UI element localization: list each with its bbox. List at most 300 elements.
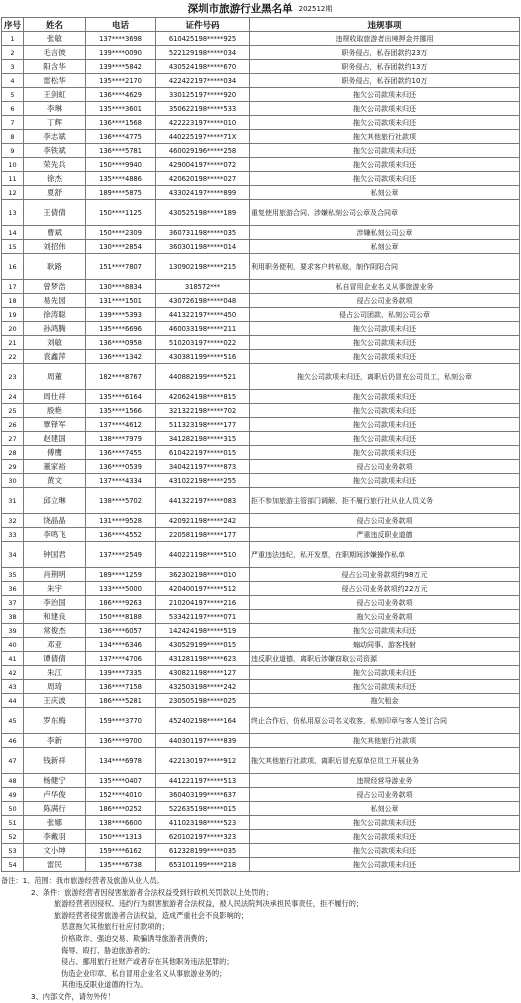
row-number: 44 bbox=[2, 694, 24, 708]
row-number: 33 bbox=[2, 528, 24, 542]
row-phone: 139****7335 bbox=[86, 666, 156, 680]
row-name: 刘敏 bbox=[24, 336, 86, 350]
row-violation: 私自冒用企业名义从事旅游业务 bbox=[250, 280, 520, 294]
row-violation: 拖欠公司款项未归还 bbox=[250, 830, 520, 844]
table-row bbox=[2, 694, 520, 708]
row-name: 李铁斌 bbox=[24, 144, 86, 158]
table-row bbox=[2, 432, 520, 446]
row-id-number: 422422197*****034 bbox=[156, 74, 250, 88]
row-number: 47 bbox=[2, 748, 24, 774]
row-phone: 136****4552 bbox=[86, 528, 156, 542]
row-number: 25 bbox=[2, 404, 24, 418]
row-phone: 152****4010 bbox=[86, 788, 156, 802]
row-number: 21 bbox=[2, 336, 24, 350]
row-phone: 136****5781 bbox=[86, 144, 156, 158]
row-name: 袁鑫萍 bbox=[24, 350, 86, 364]
row-violation: 利用职务便利，要求客户转私账，制作阴阳合同 bbox=[250, 254, 520, 280]
row-violation: 拖欠其他旅行社款项、离职后冒充原单位员工开展业务 bbox=[250, 748, 520, 774]
row-name: 罗东梅 bbox=[24, 708, 86, 734]
table-row bbox=[2, 528, 520, 542]
row-number: 46 bbox=[2, 734, 24, 748]
row-id-number: 612328199*****035 bbox=[156, 844, 250, 858]
row-id-number: 430726198*****048 bbox=[156, 294, 250, 308]
row-violation: 侵占公司业务款项 bbox=[250, 596, 520, 610]
row-name: 徐杰 bbox=[24, 172, 86, 186]
note-internal: 3、内部文件，请勿外传！ bbox=[31, 991, 115, 1001]
row-number: 41 bbox=[2, 652, 24, 666]
row-phone: 139****0090 bbox=[86, 46, 156, 60]
header-phone: 电话 bbox=[86, 18, 156, 32]
row-name: 张敏 bbox=[24, 32, 86, 46]
table-row bbox=[2, 200, 520, 226]
table-row bbox=[2, 280, 520, 294]
row-name: 邓亚 bbox=[24, 638, 86, 652]
row-name: 陈满行 bbox=[24, 802, 86, 816]
table-row bbox=[2, 32, 520, 46]
row-id-number: 340421197*****873 bbox=[156, 460, 250, 474]
row-phone: 135****4886 bbox=[86, 172, 156, 186]
row-number: 30 bbox=[2, 474, 24, 488]
row-number: 10 bbox=[2, 158, 24, 172]
table-row bbox=[2, 116, 520, 130]
row-phone: 182****8767 bbox=[86, 364, 156, 390]
table-row bbox=[2, 446, 520, 460]
header-violation: 违规事项 bbox=[250, 18, 520, 32]
row-violation: 拖欠公司款项未归还 bbox=[250, 432, 520, 446]
row-name: 王庆波 bbox=[24, 694, 86, 708]
row-name: 和建良 bbox=[24, 610, 86, 624]
note-condition-6: 侮辱、殴打、胁迫旅游者的； bbox=[61, 945, 155, 955]
document-title-row bbox=[1, 0, 519, 17]
row-number: 9 bbox=[2, 144, 24, 158]
row-number: 14 bbox=[2, 226, 24, 240]
row-violation: 拖欠公司款项未归还 bbox=[250, 144, 520, 158]
table-row bbox=[2, 88, 520, 102]
row-violation: 侵占公司业务款项约98万元 bbox=[250, 568, 520, 582]
row-phone: 150****8188 bbox=[86, 610, 156, 624]
row-number: 7 bbox=[2, 116, 24, 130]
row-number: 45 bbox=[2, 708, 24, 734]
row-name: 赵建国 bbox=[24, 432, 86, 446]
table-row bbox=[2, 60, 520, 74]
row-id-number: 430529199*****015 bbox=[156, 638, 250, 652]
table-row bbox=[2, 364, 520, 390]
row-violation: 拖欠公司款项未归还 bbox=[250, 102, 520, 116]
row-violation: 拖欠公司款项未归还 bbox=[250, 158, 520, 172]
row-phone: 186****9263 bbox=[86, 596, 156, 610]
row-name: 饶晶晶 bbox=[24, 514, 86, 528]
table-row bbox=[2, 74, 520, 88]
row-number: 20 bbox=[2, 322, 24, 336]
note-condition-7: 侵占、挪用旅行社财产或者存在其他职务违法犯罪的； bbox=[61, 957, 234, 967]
row-number: 48 bbox=[2, 774, 24, 788]
row-name: 董家裕 bbox=[24, 460, 86, 474]
table-row bbox=[2, 172, 520, 186]
row-number: 6 bbox=[2, 102, 24, 116]
row-id-number: 420624198*****815 bbox=[156, 390, 250, 404]
row-id-number: 510203197*****022 bbox=[156, 336, 250, 350]
table-row bbox=[2, 680, 520, 694]
row-name: 周董 bbox=[24, 364, 86, 390]
row-phone: 136****7455 bbox=[86, 446, 156, 460]
row-phone: 134****6978 bbox=[86, 748, 156, 774]
row-id-number: 142424198*****519 bbox=[156, 624, 250, 638]
row-number: 5 bbox=[2, 88, 24, 102]
row-number: 13 bbox=[2, 200, 24, 226]
table-row bbox=[2, 652, 520, 666]
row-violation: 侵占公司业务款项 bbox=[250, 294, 520, 308]
row-number: 4 bbox=[2, 74, 24, 88]
row-number: 22 bbox=[2, 350, 24, 364]
table-body bbox=[2, 32, 520, 872]
row-phone: 136****1342 bbox=[86, 350, 156, 364]
row-phone: 136****7158 bbox=[86, 680, 156, 694]
row-violation: 侵占公司业务款项 bbox=[250, 514, 520, 528]
table-row bbox=[2, 666, 520, 680]
table-row bbox=[2, 294, 520, 308]
table-row bbox=[2, 474, 520, 488]
row-name: 文小坤 bbox=[24, 844, 86, 858]
row-number: 2 bbox=[2, 46, 24, 60]
table-row bbox=[2, 102, 520, 116]
row-id-number: 341282198*****315 bbox=[156, 432, 250, 446]
blacklist-table bbox=[1, 17, 520, 872]
row-id-number: 440225197*****71X bbox=[156, 130, 250, 144]
row-number: 42 bbox=[2, 666, 24, 680]
row-number: 31 bbox=[2, 488, 24, 514]
row-id-number: 440301197*****839 bbox=[156, 734, 250, 748]
row-phone: 135****6738 bbox=[86, 858, 156, 872]
row-id-number: 130902198*****215 bbox=[156, 254, 250, 280]
row-name: 李治国 bbox=[24, 596, 86, 610]
row-violation: 严重违反职业道德 bbox=[250, 528, 520, 542]
row-number: 36 bbox=[2, 582, 24, 596]
row-violation: 职务侵占，私吞团款约10万 bbox=[250, 74, 520, 88]
row-phone: 135****6164 bbox=[86, 390, 156, 404]
row-phone: 139****5842 bbox=[86, 60, 156, 74]
row-id-number: 362302198*****010 bbox=[156, 568, 250, 582]
table-row bbox=[2, 568, 520, 582]
row-number: 15 bbox=[2, 240, 24, 254]
row-name: 张娜 bbox=[24, 816, 86, 830]
row-phone: 136****4775 bbox=[86, 130, 156, 144]
row-id-number: 321322198*****702 bbox=[156, 404, 250, 418]
table-row bbox=[2, 336, 520, 350]
row-violation: 拖欠公司业务款项 bbox=[250, 610, 520, 624]
blacklist-document bbox=[1, 0, 519, 1003]
table-row bbox=[2, 418, 520, 432]
row-phone: 139****5393 bbox=[86, 308, 156, 322]
row-phone: 134****6346 bbox=[86, 638, 156, 652]
row-id-number: 430381199*****516 bbox=[156, 350, 250, 364]
row-phone: 186****0252 bbox=[86, 802, 156, 816]
row-name: 傅鹰 bbox=[24, 446, 86, 460]
row-phone: 131****9528 bbox=[86, 514, 156, 528]
table-row bbox=[2, 830, 520, 844]
row-name: 毛言彼 bbox=[24, 46, 86, 60]
row-name: 荣先兵 bbox=[24, 158, 86, 172]
row-id-number: 220581198*****177 bbox=[156, 528, 250, 542]
row-violation: 拖欠其他旅行社款项 bbox=[250, 734, 520, 748]
row-name: 曾梦浩 bbox=[24, 280, 86, 294]
table-row bbox=[2, 158, 520, 172]
row-number: 3 bbox=[2, 60, 24, 74]
row-phone: 138****6600 bbox=[86, 816, 156, 830]
table-row bbox=[2, 130, 520, 144]
row-name: 王剑虹 bbox=[24, 88, 86, 102]
row-violation: 拖欠公司款项未归还 bbox=[250, 624, 520, 638]
period-label: 202512期 bbox=[298, 4, 333, 13]
row-id-number: 441322197*****450 bbox=[156, 308, 250, 322]
row-phone: 135****1566 bbox=[86, 404, 156, 418]
row-violation: 煽动同事、游客栈射 bbox=[250, 638, 520, 652]
table-row bbox=[2, 582, 520, 596]
note-condition-1: 2、条件：旅游经营者因侵害旅游者合法权益受到行政机关罚款以上处罚的； bbox=[31, 887, 273, 897]
row-violation: 职务侵占，私吞团款约23万 bbox=[250, 46, 520, 60]
row-violation: 私刻公章 bbox=[250, 240, 520, 254]
document-title: 深圳市旅游行业黑名单 bbox=[187, 3, 293, 15]
row-id-number: 511323198*****177 bbox=[156, 418, 250, 432]
row-number: 27 bbox=[2, 432, 24, 446]
row-number: 37 bbox=[2, 596, 24, 610]
row-number: 24 bbox=[2, 390, 24, 404]
row-name: 阳含华 bbox=[24, 60, 86, 74]
row-violation: 拖欠公司款项未归还 bbox=[250, 418, 520, 432]
note-scope: 备注：1、范围：我市旅游经营者及旅游从业人员。 bbox=[1, 876, 164, 885]
row-id-number: 441322197*****083 bbox=[156, 488, 250, 514]
table-row bbox=[2, 322, 520, 336]
row-violation: 私刻公章 bbox=[250, 186, 520, 200]
row-violation: 拖欠公司款项未归还 bbox=[250, 116, 520, 130]
row-id-number: 610422197*****015 bbox=[156, 446, 250, 460]
table-row bbox=[2, 308, 520, 322]
row-number: 8 bbox=[2, 130, 24, 144]
note-condition-9: 其他违反职业道德的行为。 bbox=[61, 980, 148, 990]
row-violation: 侵占公司团款、私刻公司公章 bbox=[250, 308, 520, 322]
table-row bbox=[2, 774, 520, 788]
row-name: 邱立琳 bbox=[24, 488, 86, 514]
row-violation: 重复使用旅游合同、涉嫌私刻公司公章及合同章 bbox=[250, 200, 520, 226]
row-name: 王倩倩 bbox=[24, 200, 86, 226]
header-id: 证件号码 bbox=[156, 18, 250, 32]
row-id-number: 533421197*****071 bbox=[156, 610, 250, 624]
row-number: 53 bbox=[2, 844, 24, 858]
header-no: 序号 bbox=[2, 18, 24, 32]
row-phone: 137****4334 bbox=[86, 474, 156, 488]
table-row bbox=[2, 624, 520, 638]
row-violation: 严重违法违纪，私开发票，在职期间涉嫌操作私单 bbox=[250, 542, 520, 568]
row-id-number: 460029196*****258 bbox=[156, 144, 250, 158]
table-row bbox=[2, 390, 520, 404]
table-row bbox=[2, 240, 520, 254]
row-name: 雷松华 bbox=[24, 74, 86, 88]
row-violation: 终止合作后，仿私用原公司名义收客，私刻印章与客人签订合同 bbox=[250, 708, 520, 734]
row-name: 常俊杰 bbox=[24, 624, 86, 638]
row-id-number: 440221198*****510 bbox=[156, 542, 250, 568]
row-id-number: 522635198*****015 bbox=[156, 802, 250, 816]
header-name: 姓名 bbox=[24, 18, 86, 32]
table-row bbox=[2, 858, 520, 872]
row-id-number: 429004197*****072 bbox=[156, 158, 250, 172]
table-row bbox=[2, 610, 520, 624]
row-name: 朱江 bbox=[24, 666, 86, 680]
row-number: 39 bbox=[2, 624, 24, 638]
row-phone: 137****3698 bbox=[86, 32, 156, 46]
row-number: 16 bbox=[2, 254, 24, 280]
row-phone: 189****5875 bbox=[86, 186, 156, 200]
row-name: 李志斌 bbox=[24, 130, 86, 144]
row-phone: 137****4706 bbox=[86, 652, 156, 666]
row-number: 28 bbox=[2, 446, 24, 460]
row-violation: 拖欠公司款项未归还 bbox=[250, 88, 520, 102]
table-row bbox=[2, 514, 520, 528]
row-number: 26 bbox=[2, 418, 24, 432]
row-name: 肖荆明 bbox=[24, 568, 86, 582]
row-phone: 133****5000 bbox=[86, 582, 156, 596]
row-name: 周琦 bbox=[24, 680, 86, 694]
row-name: 李琳 bbox=[24, 102, 86, 116]
row-id-number: 420620198*****027 bbox=[156, 172, 250, 186]
row-violation: 私刻公章 bbox=[250, 802, 520, 816]
row-phone: 136****1568 bbox=[86, 116, 156, 130]
row-number: 12 bbox=[2, 186, 24, 200]
row-name: 雷民 bbox=[24, 858, 86, 872]
row-violation: 违规经营导游业务 bbox=[250, 774, 520, 788]
row-number: 17 bbox=[2, 280, 24, 294]
row-violation: 违规收取旅游者出境押金并挪用 bbox=[250, 32, 520, 46]
table-row bbox=[2, 816, 520, 830]
row-phone: 159****6162 bbox=[86, 844, 156, 858]
row-number: 34 bbox=[2, 542, 24, 568]
row-name: 孙鸿腾 bbox=[24, 322, 86, 336]
row-id-number: 452402198*****164 bbox=[156, 708, 250, 734]
row-phone: 186****5281 bbox=[86, 694, 156, 708]
row-id-number: 330125197*****920 bbox=[156, 88, 250, 102]
row-number: 18 bbox=[2, 294, 24, 308]
row-phone: 189****1259 bbox=[86, 568, 156, 582]
row-phone: 138****5702 bbox=[86, 488, 156, 514]
row-id-number: 433024197*****899 bbox=[156, 186, 250, 200]
row-id-number: 431281198*****623 bbox=[156, 652, 250, 666]
row-name: 覃铎军 bbox=[24, 418, 86, 432]
row-id-number: 318572*** bbox=[156, 280, 250, 294]
row-id-number: 460033198*****211 bbox=[156, 322, 250, 336]
table-row bbox=[2, 488, 520, 514]
table-row bbox=[2, 46, 520, 60]
row-name: 易先园 bbox=[24, 294, 86, 308]
row-name: 黄文 bbox=[24, 474, 86, 488]
row-violation: 违反职业道德，离职后涉嫌窃取公司资源 bbox=[250, 652, 520, 666]
table-row bbox=[2, 404, 520, 418]
row-id-number: 440882199*****521 bbox=[156, 364, 250, 390]
row-violation: 拒不参加旅游主管部门调解，拒不履行旅行社从业人员义务 bbox=[250, 488, 520, 514]
row-number: 40 bbox=[2, 638, 24, 652]
row-number: 54 bbox=[2, 858, 24, 872]
row-violation: 拖欠公司款项未归还 bbox=[250, 350, 520, 364]
row-id-number: 422130197*****912 bbox=[156, 748, 250, 774]
row-name: 李戴羽 bbox=[24, 830, 86, 844]
row-violation: 拖欠公司款项未归还 bbox=[250, 336, 520, 350]
row-id-number: 420921198*****242 bbox=[156, 514, 250, 528]
row-number: 32 bbox=[2, 514, 24, 528]
row-id-number: 430524198*****670 bbox=[156, 60, 250, 74]
row-id-number: 430525198*****189 bbox=[156, 200, 250, 226]
table-row bbox=[2, 144, 520, 158]
table-row bbox=[2, 460, 520, 474]
row-violation: 拖欠公司款项未归还 bbox=[250, 404, 520, 418]
row-violation: 拖欠公司款项未归还 bbox=[250, 858, 520, 872]
row-id-number: 522129198*****034 bbox=[156, 46, 250, 60]
row-phone: 136****0539 bbox=[86, 460, 156, 474]
row-id-number: 422223197*****010 bbox=[156, 116, 250, 130]
row-violation: 拖欠公司款项未归还，离职后仍冒充公司员工，私刻公章 bbox=[250, 364, 520, 390]
row-number: 49 bbox=[2, 788, 24, 802]
row-phone: 135****3601 bbox=[86, 102, 156, 116]
row-number: 52 bbox=[2, 830, 24, 844]
row-phone: 137****2549 bbox=[86, 542, 156, 568]
row-name: 刘招伟 bbox=[24, 240, 86, 254]
row-violation: 拖欠公司款项未归还 bbox=[250, 816, 520, 830]
row-number: 35 bbox=[2, 568, 24, 582]
row-number: 38 bbox=[2, 610, 24, 624]
row-id-number: 360731198*****035 bbox=[156, 226, 250, 240]
table-row bbox=[2, 708, 520, 734]
row-name: 徐涛聪 bbox=[24, 308, 86, 322]
row-name: 钱新祥 bbox=[24, 748, 86, 774]
table-row bbox=[2, 638, 520, 652]
note-condition-3: 旅游经营者侵害旅游者合法权益，造成严重社会不良影响的； bbox=[54, 910, 249, 920]
note-condition-4: 恶意拖欠其他旅行社应付款项的； bbox=[61, 922, 169, 932]
row-id-number: 620102197*****323 bbox=[156, 830, 250, 844]
row-name: 周仕祥 bbox=[24, 390, 86, 404]
row-name: 钟国君 bbox=[24, 542, 86, 568]
row-number: 51 bbox=[2, 816, 24, 830]
row-violation: 涉嫌私刻公司公章 bbox=[250, 226, 520, 240]
row-name: 殷艳 bbox=[24, 404, 86, 418]
row-phone: 135****0407 bbox=[86, 774, 156, 788]
row-id-number: 420400197*****512 bbox=[156, 582, 250, 596]
row-number: 43 bbox=[2, 680, 24, 694]
row-violation: 侵占公司业务款项约22万元 bbox=[250, 582, 520, 596]
note-condition-2: 旅游经营者因侵权、违约行为损害旅游者合法权益，被人民法院判决承担民事责任，拒不履行的； bbox=[54, 899, 364, 909]
row-phone: 150****9940 bbox=[86, 158, 156, 172]
row-phone: 138****7979 bbox=[86, 432, 156, 446]
row-id-number: 360403199*****637 bbox=[156, 788, 250, 802]
table-row bbox=[2, 844, 520, 858]
row-phone: 130****8834 bbox=[86, 280, 156, 294]
row-name: 耿路 bbox=[24, 254, 86, 280]
row-violation: 拖欠租金 bbox=[250, 694, 520, 708]
row-name: 谭倩倩 bbox=[24, 652, 86, 666]
row-phone: 136****6057 bbox=[86, 624, 156, 638]
row-phone: 130****2854 bbox=[86, 240, 156, 254]
table-row bbox=[2, 350, 520, 364]
table-row bbox=[2, 734, 520, 748]
row-name: 夏舒 bbox=[24, 186, 86, 200]
row-phone: 159****3770 bbox=[86, 708, 156, 734]
row-id-number: 441221197*****513 bbox=[156, 774, 250, 788]
row-violation: 拖欠公司款项未归还 bbox=[250, 844, 520, 858]
row-id-number: 432503198*****242 bbox=[156, 680, 250, 694]
row-violation: 拖欠公司款项未归还 bbox=[250, 680, 520, 694]
row-violation: 侵占公司业务款项 bbox=[250, 460, 520, 474]
row-phone: 131****1501 bbox=[86, 294, 156, 308]
row-number: 11 bbox=[2, 172, 24, 186]
row-id-number: 210204197*****216 bbox=[156, 596, 250, 610]
row-violation: 侵占公司业务款项 bbox=[250, 788, 520, 802]
row-id-number: 411023198*****523 bbox=[156, 816, 250, 830]
row-number: 29 bbox=[2, 460, 24, 474]
